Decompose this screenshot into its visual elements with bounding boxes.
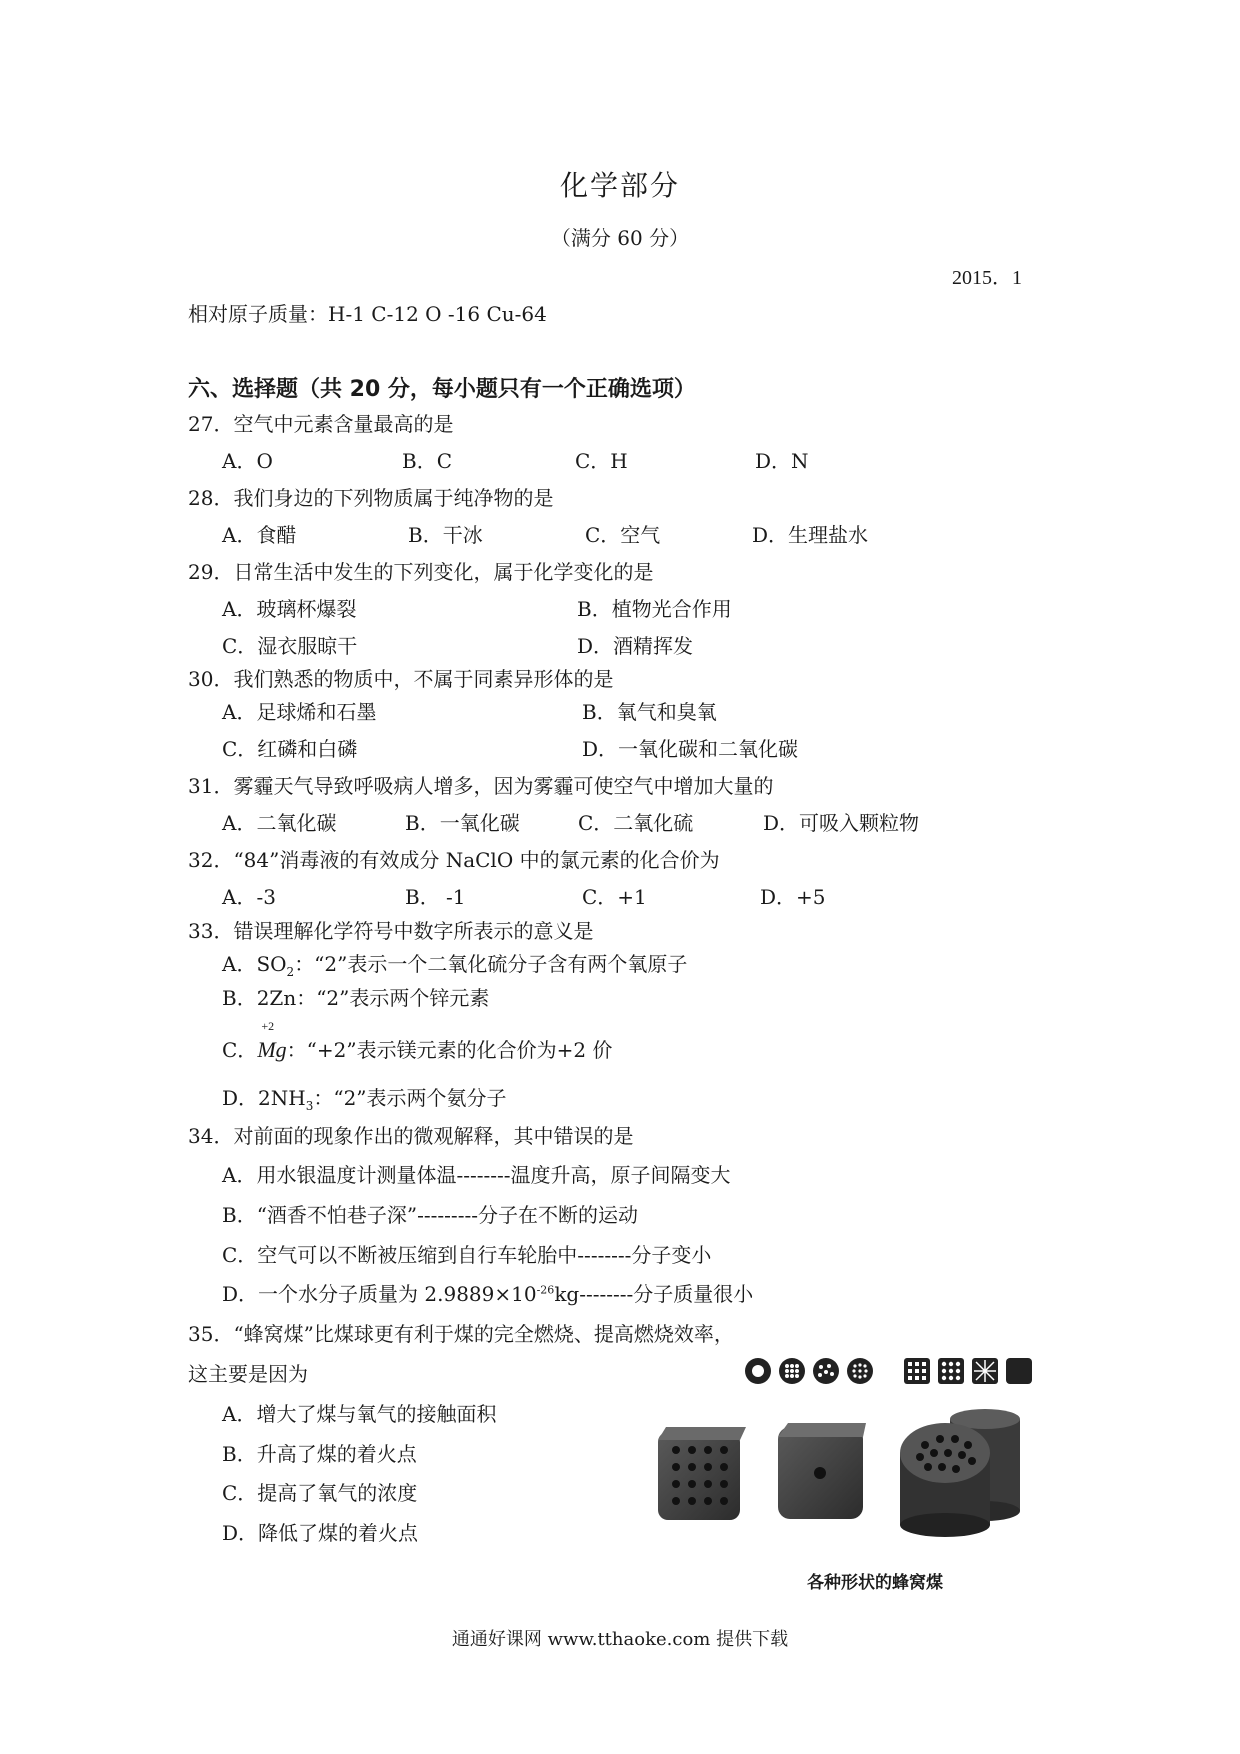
q34-option-c: C．空气可以不断被压缩到自行车轮胎中--------分子变小 (222, 1243, 712, 1267)
q32-option-b: B． -1 (405, 885, 466, 909)
question-35: 35．“蜂窝煤”比煤球更有利于煤的完全燃烧、提高燃烧效率， (188, 1322, 734, 1346)
question-32: 32．“84”消毒液的有效成分 NaClO 中的氯元素的化合价为 (188, 848, 720, 872)
q29-option-b: B．植物光合作用 (577, 597, 732, 621)
q27-option-d: D．N (755, 449, 809, 473)
page-subtitle: （满分 60 分） (550, 226, 690, 250)
q35-option-b: B．升高了煤的着火点 (222, 1442, 417, 1466)
single-hole-coal-block (778, 1423, 866, 1519)
question-28: 28．我们身边的下列物质属于纯净物的是 (188, 486, 554, 510)
q29-option-a: A．玻璃杯爆裂 (222, 597, 357, 621)
q30-option-a: A．足球烯和石墨 (222, 700, 377, 724)
q29-option-c: C．湿衣服晾干 (222, 634, 358, 658)
q33-option-d: D．$2NH_3$：“2”表示两个氨分子 (222, 1086, 507, 1113)
q33-option-c: C． +2 Mg：“+2”表示镁元素的化合价为+2 价 (222, 1019, 613, 1062)
footer-text: 通通好课网 www.tthaoke.com 提供下载 (451, 1629, 789, 1650)
q35-option-a: A．增大了煤与氧气的接触面积 (222, 1402, 497, 1426)
q35-option-d: D．降低了煤的着火点 (222, 1521, 419, 1545)
q31-option-b: B．一氧化碳 (405, 811, 520, 835)
exam-date: 2015．1 (952, 267, 1022, 289)
question-35-cont: 这主要是因为 (188, 1362, 308, 1386)
q34-option-b: B．“酒香不怕巷子深”---------分子在不断的运动 (222, 1203, 638, 1227)
q30-option-d: D．一氧化碳和二氧化碳 (582, 737, 799, 761)
q28-option-b: B．干冰 (408, 523, 483, 547)
q31-option-c: C．二氧化硫 (578, 811, 694, 835)
question-34: 34．对前面的现象作出的微观解释，其中错误的是 (188, 1124, 634, 1148)
q28-option-a: A．食醋 (222, 523, 297, 547)
q31-option-d: D．可吸入颗粒物 (763, 811, 920, 835)
q35-option-c: C．提高了氧气的浓度 (222, 1481, 418, 1505)
q31-option-a: A．二氧化碳 (222, 811, 337, 835)
q28-option-d: D．生理盐水 (752, 523, 869, 547)
q30-option-c: C．红磷和白磷 (222, 737, 358, 761)
q32-option-a: A．-3 (222, 885, 276, 909)
square-coal-block (658, 1427, 746, 1520)
question-27: 27．空气中元素含量最高的是 (188, 412, 454, 436)
q32-option-d: D．+5 (760, 885, 826, 909)
honeycomb-coal-icon (650, 1345, 1100, 1595)
q34-option-a: A．用水银温度计测量体温--------温度升高，原子间隔变大 (222, 1163, 731, 1187)
q27-option-a: A．O (222, 449, 273, 473)
q34-option-d: D．一个水分子质量为 $2.9889\times 10^{-26}kg--------$分子质量很小 (222, 1282, 754, 1306)
q30-option-b: B．氧气和臭氧 (582, 700, 717, 724)
q29-option-d: D．酒精挥发 (577, 634, 694, 658)
q27-option-c: C．H (575, 449, 628, 473)
question-33: 33．错误理解化学符号中数字所表示的意义是 (188, 919, 594, 943)
q33-option-a: A．$SO_2$：“2”表示一个二氧化硫分子含有两个氧原子 (222, 952, 688, 979)
question-31: 31．雾霾天气导致呼吸病人增多，因为雾霾可使空气中增加大量的 (188, 774, 774, 798)
magnesium-symbol: +2 Mg (257, 1019, 287, 1062)
q32-option-c: C．+1 (582, 885, 647, 909)
shape-icons-row (745, 1358, 1032, 1384)
q28-option-c: C．空气 (585, 523, 661, 547)
figure-caption: 各种形状的蜂窝煤 (807, 1573, 943, 1593)
atomic-masses: 相对原子质量：H-1 C-12 O -16 Cu-64 (188, 302, 547, 326)
question-29: 29．日常生活中发生的下列变化，属于化学变化的是 (188, 560, 654, 584)
q27-option-b: B．C (402, 449, 452, 473)
cylinder-coal-stack (900, 1409, 1020, 1537)
q33-option-b: B．2Zn：“2”表示两个锌元素 (222, 986, 490, 1010)
section-title: 六、选择题（共 20 分，每小题只有一个正确选项） (188, 377, 696, 402)
question-30: 30．我们熟悉的物质中，不属于同素异形体的是 (188, 667, 614, 691)
page-title: 化学部分 (559, 169, 680, 202)
